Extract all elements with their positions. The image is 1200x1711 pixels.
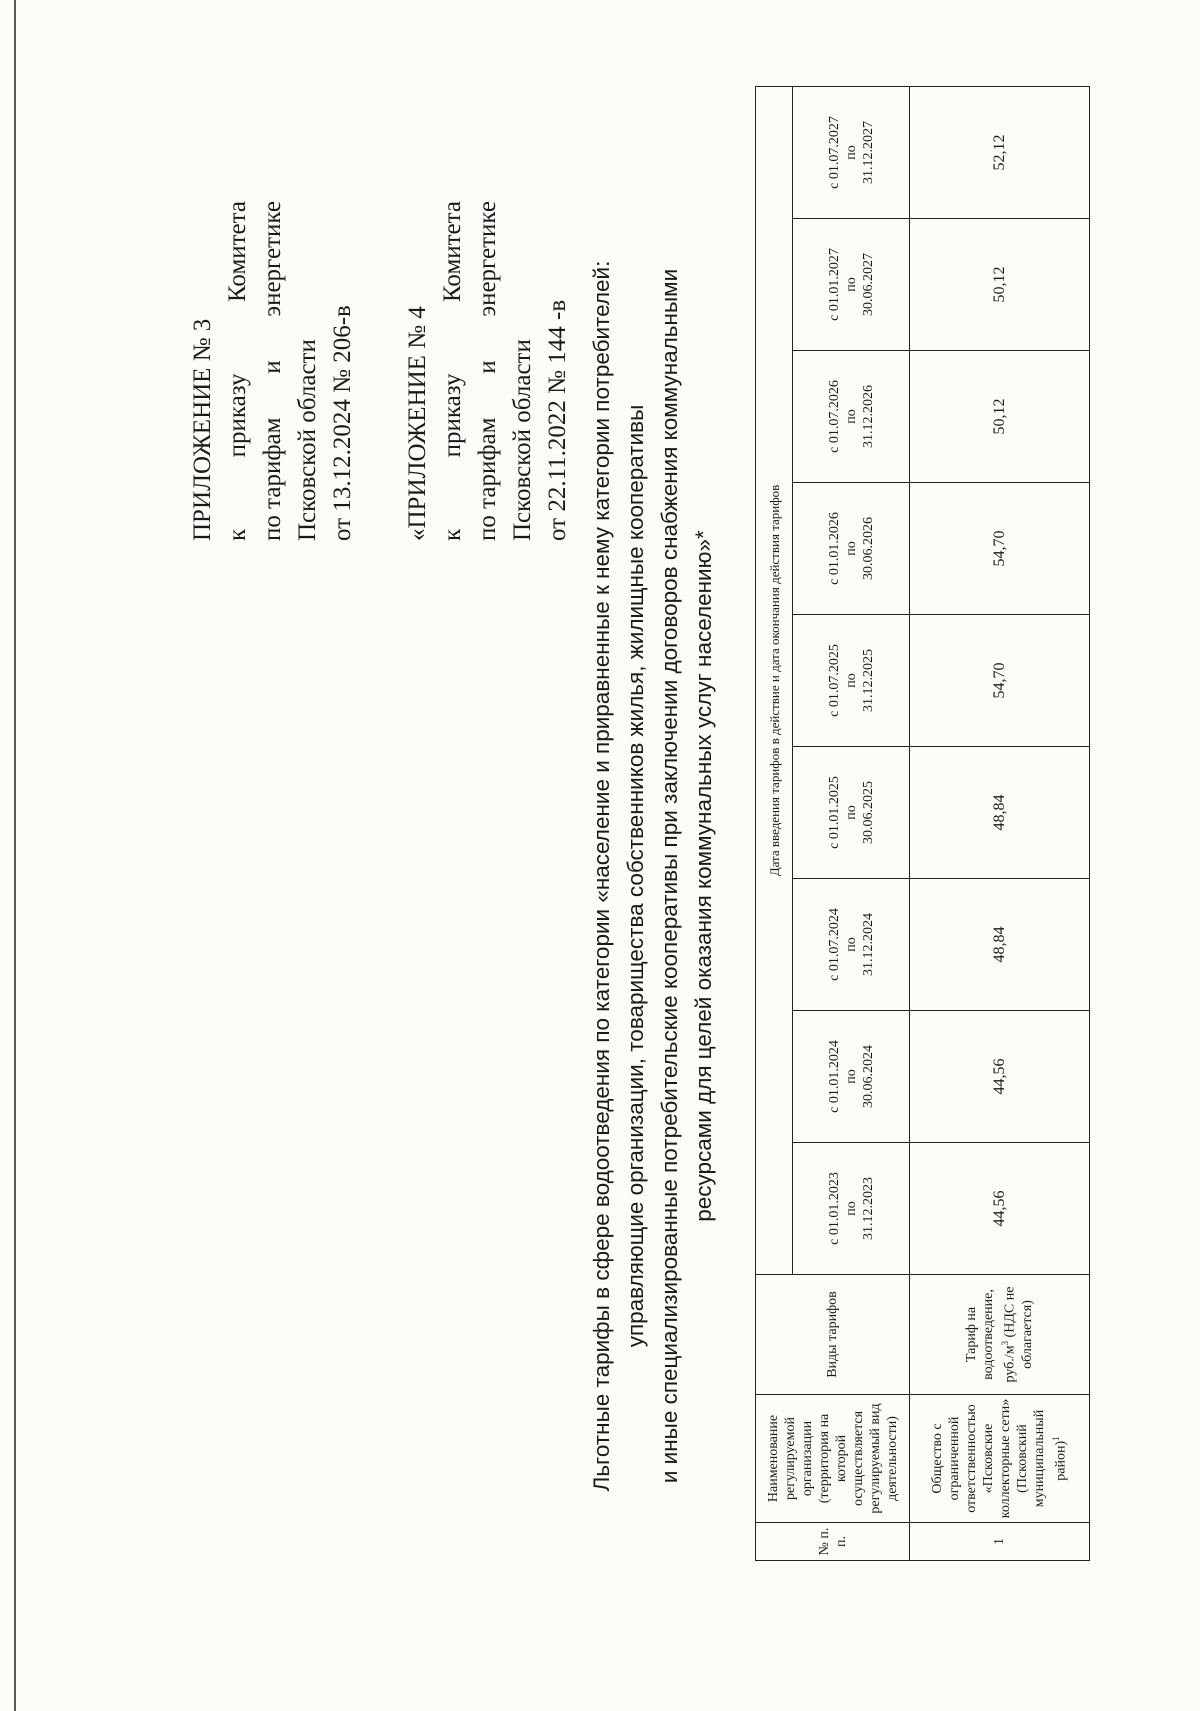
row-organization (910, 1395, 1090, 1523)
period-from: с 01.07.2025 (826, 644, 842, 717)
header-row-number: № п. п. (756, 1523, 910, 1561)
appendix-original-title: «ПРИЛОЖЕНИЕ № 4 (404, 306, 431, 541)
period-to: 31.12.2026 (860, 385, 876, 448)
appendix-current-line1-mid: приказу (224, 373, 251, 458)
document-title-line2: управляющие организации, товарищества собственников жилья, жилищные кооперативы (623, 404, 648, 1348)
period-header-9 (793, 86, 910, 218)
document-title-line3: и иные специализированные потребительские кооперативы при заключении договоров снабжения коммунальными (657, 268, 682, 1484)
period-header-5 (793, 615, 910, 747)
document-title-line1: Льготные тарифы в сфере водоотведения по категории «население и приравненные к нему категории потребителей: (589, 260, 614, 1492)
period-to: 31.12.2024 (860, 913, 876, 976)
appendix-original-line1-right: Комитета (439, 201, 466, 303)
appendix-original-line3: Псковской области (509, 339, 536, 541)
appendix-original-block (400, 201, 575, 541)
appendix-current-line2 (255, 201, 290, 541)
header-period-group: Дата введения тарифов в действие и дата окончания действия тарифов (756, 86, 793, 1274)
period-from: с 01.01.2027 (826, 248, 842, 321)
period-from: с 01.07.2026 (826, 380, 842, 453)
document-title (585, 191, 721, 1561)
tariff-value-cell: 50,12 (910, 219, 1090, 351)
period-to: 31.12.2027 (860, 120, 876, 184)
tariff-value-cell: 50,12 (910, 351, 1090, 483)
appendix-original-line2-right: энергетике (474, 201, 501, 317)
period-sep: по (843, 673, 859, 688)
tariff-value-cell: 48,84 (910, 879, 1090, 1011)
period-header-2 (793, 1011, 910, 1143)
period-to: 30.06.2025 (860, 781, 876, 844)
appendix-original-line2-mid: и (474, 360, 501, 374)
appendix-current-line3: Псковской области (294, 339, 321, 541)
period-header-4 (793, 747, 910, 879)
appendix-current-line2-left: по тарифам (259, 417, 286, 541)
period-from: с 01.07.2027 (826, 116, 842, 189)
table-row (910, 86, 1090, 1560)
row-organization-text: Общество с ограниченной ответственностью «Псковские коллекторные сети» (Псковский муниципальный район) (930, 1398, 1069, 1519)
period-sep: по (843, 409, 859, 424)
row-tariff-unit-sup: 3 (1000, 1340, 1011, 1346)
row-tariff-type-text: Тариф на водоотведение, руб./м (964, 1289, 1018, 1383)
period-to: 30.06.2027 (860, 253, 876, 316)
appendix-current-line2-mid: и (259, 360, 286, 374)
appendix-current-line1 (220, 201, 255, 541)
tariff-table (755, 86, 1090, 1561)
appendix-current-line1-right: Комитета (224, 201, 251, 303)
appendix-original-line2 (470, 201, 505, 541)
period-to: 31.12.2023 (860, 1177, 876, 1240)
tariff-value-cell: 54,70 (910, 483, 1090, 615)
tariff-value-cell: 44,56 (910, 1011, 1090, 1143)
period-from: с 01.01.2023 (826, 1172, 842, 1245)
period-to: 31.12.2025 (860, 649, 876, 712)
period-header-3 (793, 879, 910, 1011)
period-from: с 01.01.2025 (826, 776, 842, 849)
appendix-original-line1-mid: приказу (439, 373, 466, 458)
period-header-6 (793, 483, 910, 615)
period-header-1 (793, 1143, 910, 1275)
appendix-current-title: ПРИЛОЖЕНИЕ № 3 (189, 318, 216, 541)
period-to: 30.06.2026 (860, 517, 876, 580)
row-tariff-vat-note: (НДС не облагается) (1002, 1286, 1035, 1369)
period-sep: по (843, 1201, 859, 1216)
appendix-original-line4: от 22.11.2022 № 144 -в (544, 299, 571, 541)
appendix-current-line2-right: энергетике (259, 201, 286, 317)
tariff-value-cell: 52,12 (910, 86, 1090, 218)
tariff-value-cell: 48,84 (910, 747, 1090, 879)
row-tariff-type (910, 1275, 1090, 1395)
period-sep: по (843, 937, 859, 952)
period-sep: по (843, 1069, 859, 1084)
appendix-original-line1 (435, 201, 470, 541)
period-to: 30.06.2024 (860, 1045, 876, 1108)
header-tariff-type: Виды тарифов (756, 1275, 910, 1395)
tariff-value-cell: 54,70 (910, 615, 1090, 747)
period-from: с 01.07.2024 (826, 908, 842, 981)
appendix-original-line2-left: по тарифам (474, 417, 501, 541)
tariff-value-cell: 44,56 (910, 1143, 1090, 1275)
appendix-current-line4: от 13.12.2024 № 206-в (329, 305, 356, 541)
period-sep: по (843, 145, 859, 160)
row-number: 1 (910, 1523, 1090, 1561)
period-sep: по (843, 277, 859, 292)
appendix-original-line1-left: к (439, 528, 466, 541)
period-header-8 (793, 219, 910, 351)
document-title-line4: ресурсами для целей оказания коммунальных услуг населению»* (691, 530, 716, 1222)
header-organization: Наименование регулируемой организации (территория на которой осуществляется регулируемый вид деятельности) (756, 1395, 910, 1523)
period-sep: по (843, 805, 859, 820)
period-sep: по (843, 541, 859, 556)
period-from: с 01.01.2026 (826, 512, 842, 585)
appendix-current-line1-left: к (224, 528, 251, 541)
scan-edge-line (14, 0, 16, 1711)
appendix-current-block (185, 201, 360, 541)
period-header-7 (793, 351, 910, 483)
period-from: с 01.01.2024 (826, 1040, 842, 1113)
row-organization-footnote: 1 (1051, 1436, 1062, 1441)
